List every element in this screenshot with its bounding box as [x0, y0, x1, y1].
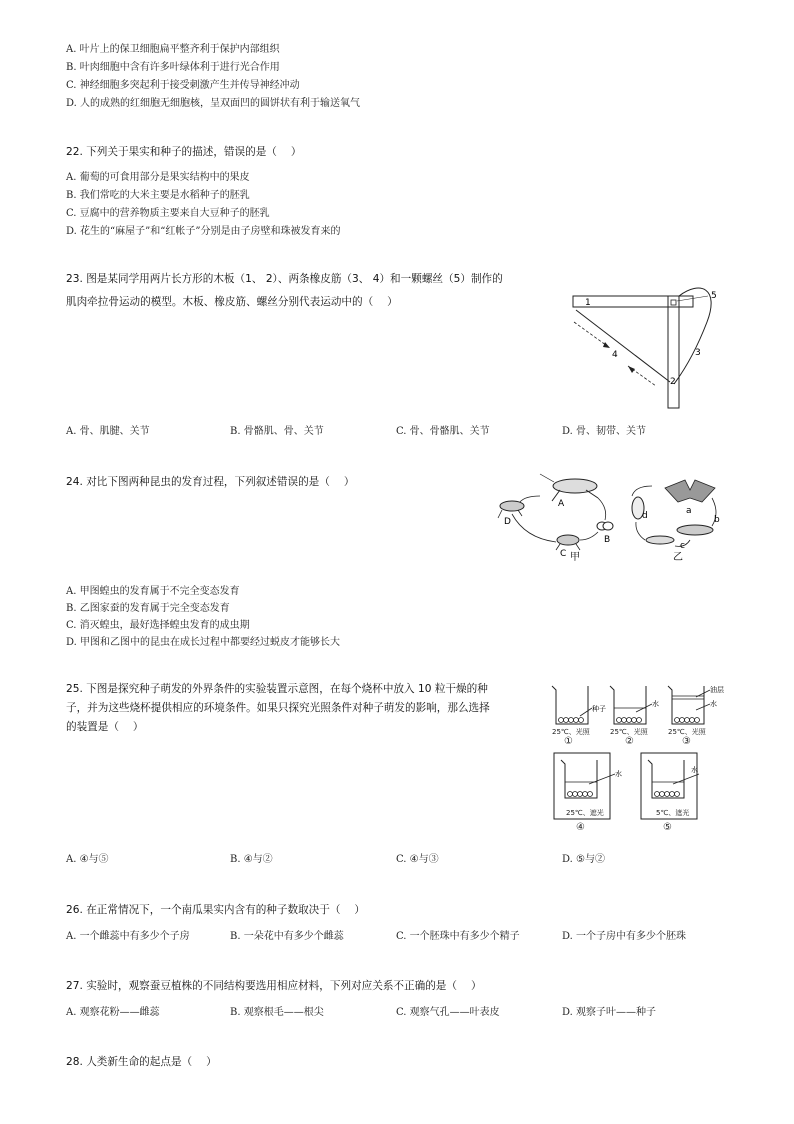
beaker-3-label-oil: 油层 — [710, 686, 724, 694]
insect-development-figure — [490, 468, 730, 568]
beaker-2-number: ② — [625, 736, 634, 747]
q23-option-c: C. 骨、骨骼肌、关节 — [396, 426, 490, 437]
q21-option-c: C. 神经细胞多突起利于接受刺激产生并传导神经冲动 — [66, 80, 300, 91]
q25-stem-line-2: 子，并为这些烧杯提供相应的环境条件。如果只探究光照条件对种子萌发的影响，那么选择 — [66, 702, 490, 714]
q23-stem — [66, 268, 503, 314]
q21-option-d: D. 人的成熟的红细胞无细胞核，呈双面凹的圆饼状有利于输送氧气 — [66, 98, 361, 109]
q27-option-b: B. 观察根毛——根尖 — [230, 1007, 324, 1018]
q28-stem: 28. 人类新生命的起点是（ ） — [66, 1056, 217, 1068]
label-4: 4 — [612, 350, 618, 360]
label-1: 1 — [585, 298, 591, 308]
q24-option-a: A. 甲图蝗虫的发育属于不完全变态发育 — [66, 586, 240, 597]
q24-stem: 24. 对比下图两种昆虫的发育过程，下列叙述错误的是（ ） — [66, 476, 355, 488]
q22-option-c: C. 豆腐中的营养物质主要来自大豆种子的胚乳 — [66, 208, 270, 219]
q27-stem: 27. 实验时，观察蚕豆植株的不同结构要选用相应材料，下列对应关系不正确的是（ ） — [66, 980, 482, 992]
band-4 — [576, 310, 670, 382]
q26-option-d: D. 一个子房中有多少个胚珠 — [562, 931, 687, 942]
q27-option-a: A. 观察花粉——雌蕊 — [66, 1007, 160, 1018]
silkworm-cycle — [632, 480, 720, 563]
label-C: C — [560, 549, 567, 559]
label-jia: 甲 — [570, 552, 580, 563]
larva-small-icon — [646, 536, 674, 544]
q21-option-a: A. 叶片上的保卫细胞扁平整齐利于保护内部组织 — [66, 44, 280, 55]
q27-option-c: C. 观察气孔——叶表皮 — [396, 1007, 500, 1018]
beaker-3-condition: 25℃、光照 — [668, 728, 706, 736]
label-5: 5 — [711, 291, 717, 301]
grasshopper-cycle — [498, 474, 613, 563]
q25-option-a: A. ④与⑤ — [66, 854, 109, 865]
q22-option-a: A. 葡萄的可食用部分是果实结构中的果皮 — [66, 172, 250, 183]
q23-stem-line-2: 肌肉牵拉骨运动的模型。木板、橡皮筋、螺丝分别代表运动中的（ ） — [66, 296, 398, 308]
label-yi: 乙 — [673, 552, 683, 563]
beaker-4 — [561, 760, 622, 798]
q27-option-d: D. 观察子叶——种子 — [562, 1007, 657, 1018]
q26-option-b: B. 一朵花中有多少个雌蕊 — [230, 931, 344, 942]
q25-option-d: D. ⑤与② — [562, 854, 605, 865]
q23-option-b: B. 骨骼肌、骨、关节 — [230, 426, 324, 437]
beaker-2-condition: 25℃、光照 — [610, 728, 648, 736]
beaker-3 — [668, 685, 724, 724]
beaker-3-label-water: 水 — [710, 700, 717, 708]
q25-stem-line-3: 的装置是（ ） — [66, 721, 144, 733]
beaker-3-number: ③ — [682, 736, 691, 747]
beaker-4-condition: 25℃、遮光 — [566, 809, 604, 817]
beaker-2 — [610, 686, 659, 724]
label-a: a — [686, 506, 692, 516]
q26-option-c: C. 一个胚珠中有多少个精子 — [396, 931, 520, 942]
q22-stem: 22. 下列关于果实和种子的描述，错误的是（ ） — [66, 146, 302, 158]
q23-stem-line-1: 23. 图是某同学用两片长方形的木板（1、 2）、两条橡皮筋（3、 4）和一颗螺丝（5）制作的 — [66, 273, 503, 285]
beaker-1-label: 种子 — [592, 705, 606, 713]
nymph-c-icon — [557, 535, 579, 545]
muscle-bone-model-figure — [560, 282, 730, 412]
q26-option-a: A. 一个雌蕊中有多少个子房 — [66, 931, 190, 942]
beaker-1 — [552, 686, 606, 724]
label-A: A — [558, 499, 565, 509]
screw-5 — [671, 300, 676, 305]
label-b: b — [714, 515, 720, 525]
label-2: 2 — [670, 377, 676, 387]
beaker-4-number: ④ — [576, 822, 585, 833]
moth-icon — [665, 480, 715, 502]
label-d: d — [642, 511, 648, 521]
q23-option-a: A. 骨、肌腱、关节 — [66, 426, 150, 437]
larva-icon — [677, 525, 713, 535]
q22-option-b: B. 我们常吃的大米主要是水稻种子的胚乳 — [66, 190, 250, 201]
beaker-5 — [648, 760, 699, 798]
label-c: c — [680, 541, 685, 551]
q24-option-b: B. 乙图家蚕的发育属于完全变态发育 — [66, 603, 230, 614]
label-B: B — [604, 535, 611, 545]
label-D: D — [504, 517, 511, 527]
board-2 — [668, 296, 679, 408]
beaker-1-number: ① — [564, 736, 573, 747]
q21-option-b: B. 叶肉细胞中含有许多叶绿体利于进行光合作用 — [66, 62, 280, 73]
label-3: 3 — [695, 348, 701, 358]
beaker-5-label: 水 — [691, 766, 698, 774]
q25-stem-line-1: 25. 下图是探究种子萌发的外界条件的实验装置示意图，在每个烧杯中放入 10 粒干燥的种 — [66, 683, 488, 695]
q23-option-d: D. 骨、韧带、关节 — [562, 426, 647, 437]
q22-option-d: D. 花生的“麻屋子”和“红帐子”分别是由子房壁和珠被发育来的 — [66, 226, 341, 237]
q25-option-b: B. ④与② — [230, 854, 273, 865]
beaker-2-label: 水 — [652, 700, 659, 708]
q25-stem — [66, 680, 490, 737]
q24-option-d: D. 甲图和乙图中的昆虫在成长过程中都要经过蜕皮才能够长大 — [66, 637, 341, 648]
beaker-5-condition: 5℃、遮光 — [656, 809, 690, 817]
beaker-1-condition: 25℃、光照 — [552, 728, 590, 736]
beaker-5-number: ⑤ — [663, 822, 672, 833]
q24-option-c: C. 消灭蝗虫，最好选择蝗虫发育的成虫期 — [66, 620, 250, 631]
beaker-4-label: 水 — [615, 770, 622, 778]
nymph-d-icon — [500, 501, 524, 511]
q25-option-c: C. ④与③ — [396, 854, 439, 865]
q26-stem: 26. 在正常情况下，一个南瓜果实内含有的种子数取决于（ ） — [66, 904, 366, 916]
